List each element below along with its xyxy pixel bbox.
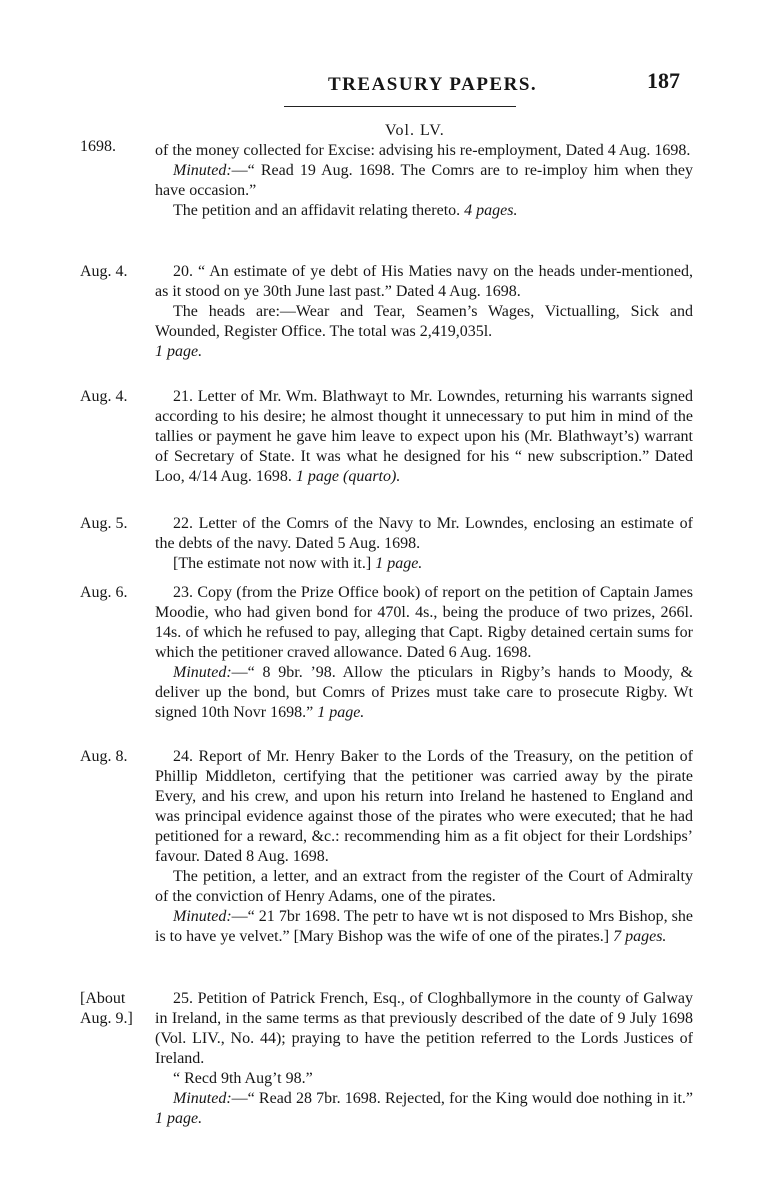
entry-body	[155, 514, 693, 574]
minute-paragraph	[155, 907, 693, 947]
page-number: 187	[647, 68, 680, 93]
entry-text: 23. Copy (from the Prize Office book) of report on the petition of Captain James Moodie, who had given bond for 470l. 4s., being the produce of two prizes, 266l. 14s. of which he refused to pay, alleging that Capt. Rigby detained certain sums for which the petitioner craved allowance. Dated 6 Aug. 1698.	[155, 584, 693, 661]
entry-date: [About Aug. 9.]	[80, 990, 133, 1027]
page-count-paragraph	[155, 342, 693, 362]
minute-paragraph	[155, 1089, 693, 1129]
note-paragraph	[155, 554, 693, 574]
volume-label: Vol. LV.	[385, 122, 445, 139]
entry-date: Aug. 6.	[80, 584, 128, 601]
entry-body	[155, 583, 693, 723]
minuted-text: —“ Read 19 Aug. 1698. The Comrs are to re-imploy him when they have occasion.”	[155, 162, 693, 199]
page-count: 1 page.	[155, 343, 203, 360]
entry-text: 24. Report of Mr. Henry Baker to the Lords of the Treasury, on the petition of Phillip Middleton, certifying that the petitioner was carried away by the pirate Every, and his crew, and upon his return into Ireland he hastened to England and was principal evidence against those of the pirates who were executed; that he had petitioned for a reward, &c.: recommending him as a fit object for their Lordships’ favour. Dated 8 Aug. 1698.	[155, 748, 693, 865]
minuted-text: —“ Read 28 7br. 1698. Rejected, for the King would doe nothing in it.”	[231, 1090, 693, 1107]
minuted-label: Minuted:	[173, 1090, 232, 1107]
entry-note: [The estimate not now with it.]	[173, 555, 372, 572]
minute-paragraph	[155, 161, 693, 201]
entry-note: The petition, a letter, and an extract from the register of the Court of Admiralty of the conviction of Henry Adams, one of the pirates.	[155, 868, 693, 905]
entry-body	[155, 262, 693, 362]
minuted-label: Minuted:	[173, 664, 232, 681]
entry-text: 21. Letter of Mr. Wm. Blathwayt to Mr. Lowndes, returning his warrants signed according to his desire; he almost thought it unnecessary to put him in mind of the tallies or payment he gave him leave to expect upon his (Mr. Blathwayt’s) warrant of Secretary of State. It was what he designed for his “ new subscription.” Dated Loo, 4/14 Aug. 1698.	[155, 388, 693, 485]
header-rule	[284, 106, 516, 107]
entry-date: Aug. 8.	[80, 748, 128, 765]
year-label: 1698.	[80, 138, 116, 155]
page-count: 1 page (quarto).	[295, 468, 401, 485]
page-count: 4 pages.	[464, 202, 518, 219]
minuted-text: —“ 21 7br 1698. The petr to have wt is not disposed to Mrs Bishop, she is to have ye velvet.” [Mary Bishop was the wife of one of the pirates.]	[155, 908, 693, 945]
entry-text: 25. Petition of Patrick French, Esq., of Cloghballymore in the county of Galway in Ireland, in the same terms as that previously described of the date of 9 July 1698 (Vol. LIV., No. 44); praying to have the petition referred to the Lords Justices of Ireland.	[155, 990, 693, 1067]
entry-note: The petition and an affidavit relating thereto.	[173, 202, 461, 219]
running-title: TREASURY PAPERS.	[328, 74, 538, 95]
page-count: 1 page.	[375, 555, 423, 572]
minute-paragraph	[155, 663, 693, 723]
entry-date: Aug. 5.	[80, 515, 128, 532]
minuted-label: Minuted:	[173, 908, 232, 925]
entry-paragraph	[155, 387, 693, 487]
entry-body	[155, 989, 693, 1129]
page-count: 1 page.	[317, 704, 365, 721]
page-count: 1 page.	[155, 1110, 203, 1127]
entry-text: 20. “ An estimate of ye debt of His Maties navy on the heads under-mentioned, as it stood on ye 30th June last past.” Dated 4 Aug. 1698.	[155, 263, 693, 300]
page-count: 7 pages.	[613, 928, 667, 945]
entry-body	[155, 387, 693, 487]
note-paragraph	[155, 201, 693, 221]
minuted-text: —“ 8 9br. ’98. Allow the pticulars in Rigby’s hands to Moody, & deliver up the bond, but Comrs of Prizes must take care to prosecute Rigby. Wt signed 10th Novr 1698.”	[155, 664, 693, 721]
received-note: “ Recd 9th Aug’t 98.”	[173, 1070, 313, 1087]
entry-date: Aug. 4.	[80, 263, 128, 280]
entry-body	[155, 747, 693, 947]
entry-note: The heads are:—Wear and Tear, Seamen’s Wages, Victualling, Sick and Wounded, Register Office. The total was 2,419,035l.	[155, 303, 693, 340]
entry-date: Aug. 4.	[80, 388, 128, 405]
entry-text: 22. Letter of the Comrs of the Navy to Mr. Lowndes, enclosing an estimate of the debts of the navy. Dated 5 Aug. 1698.	[155, 515, 693, 552]
page-header	[0, 62, 770, 102]
minuted-label: Minuted:	[173, 162, 232, 179]
continued-text: of the money collected for Excise: advising his re-employment, Dated 4 Aug. 1698.	[155, 142, 691, 159]
continued-entry	[155, 141, 693, 221]
